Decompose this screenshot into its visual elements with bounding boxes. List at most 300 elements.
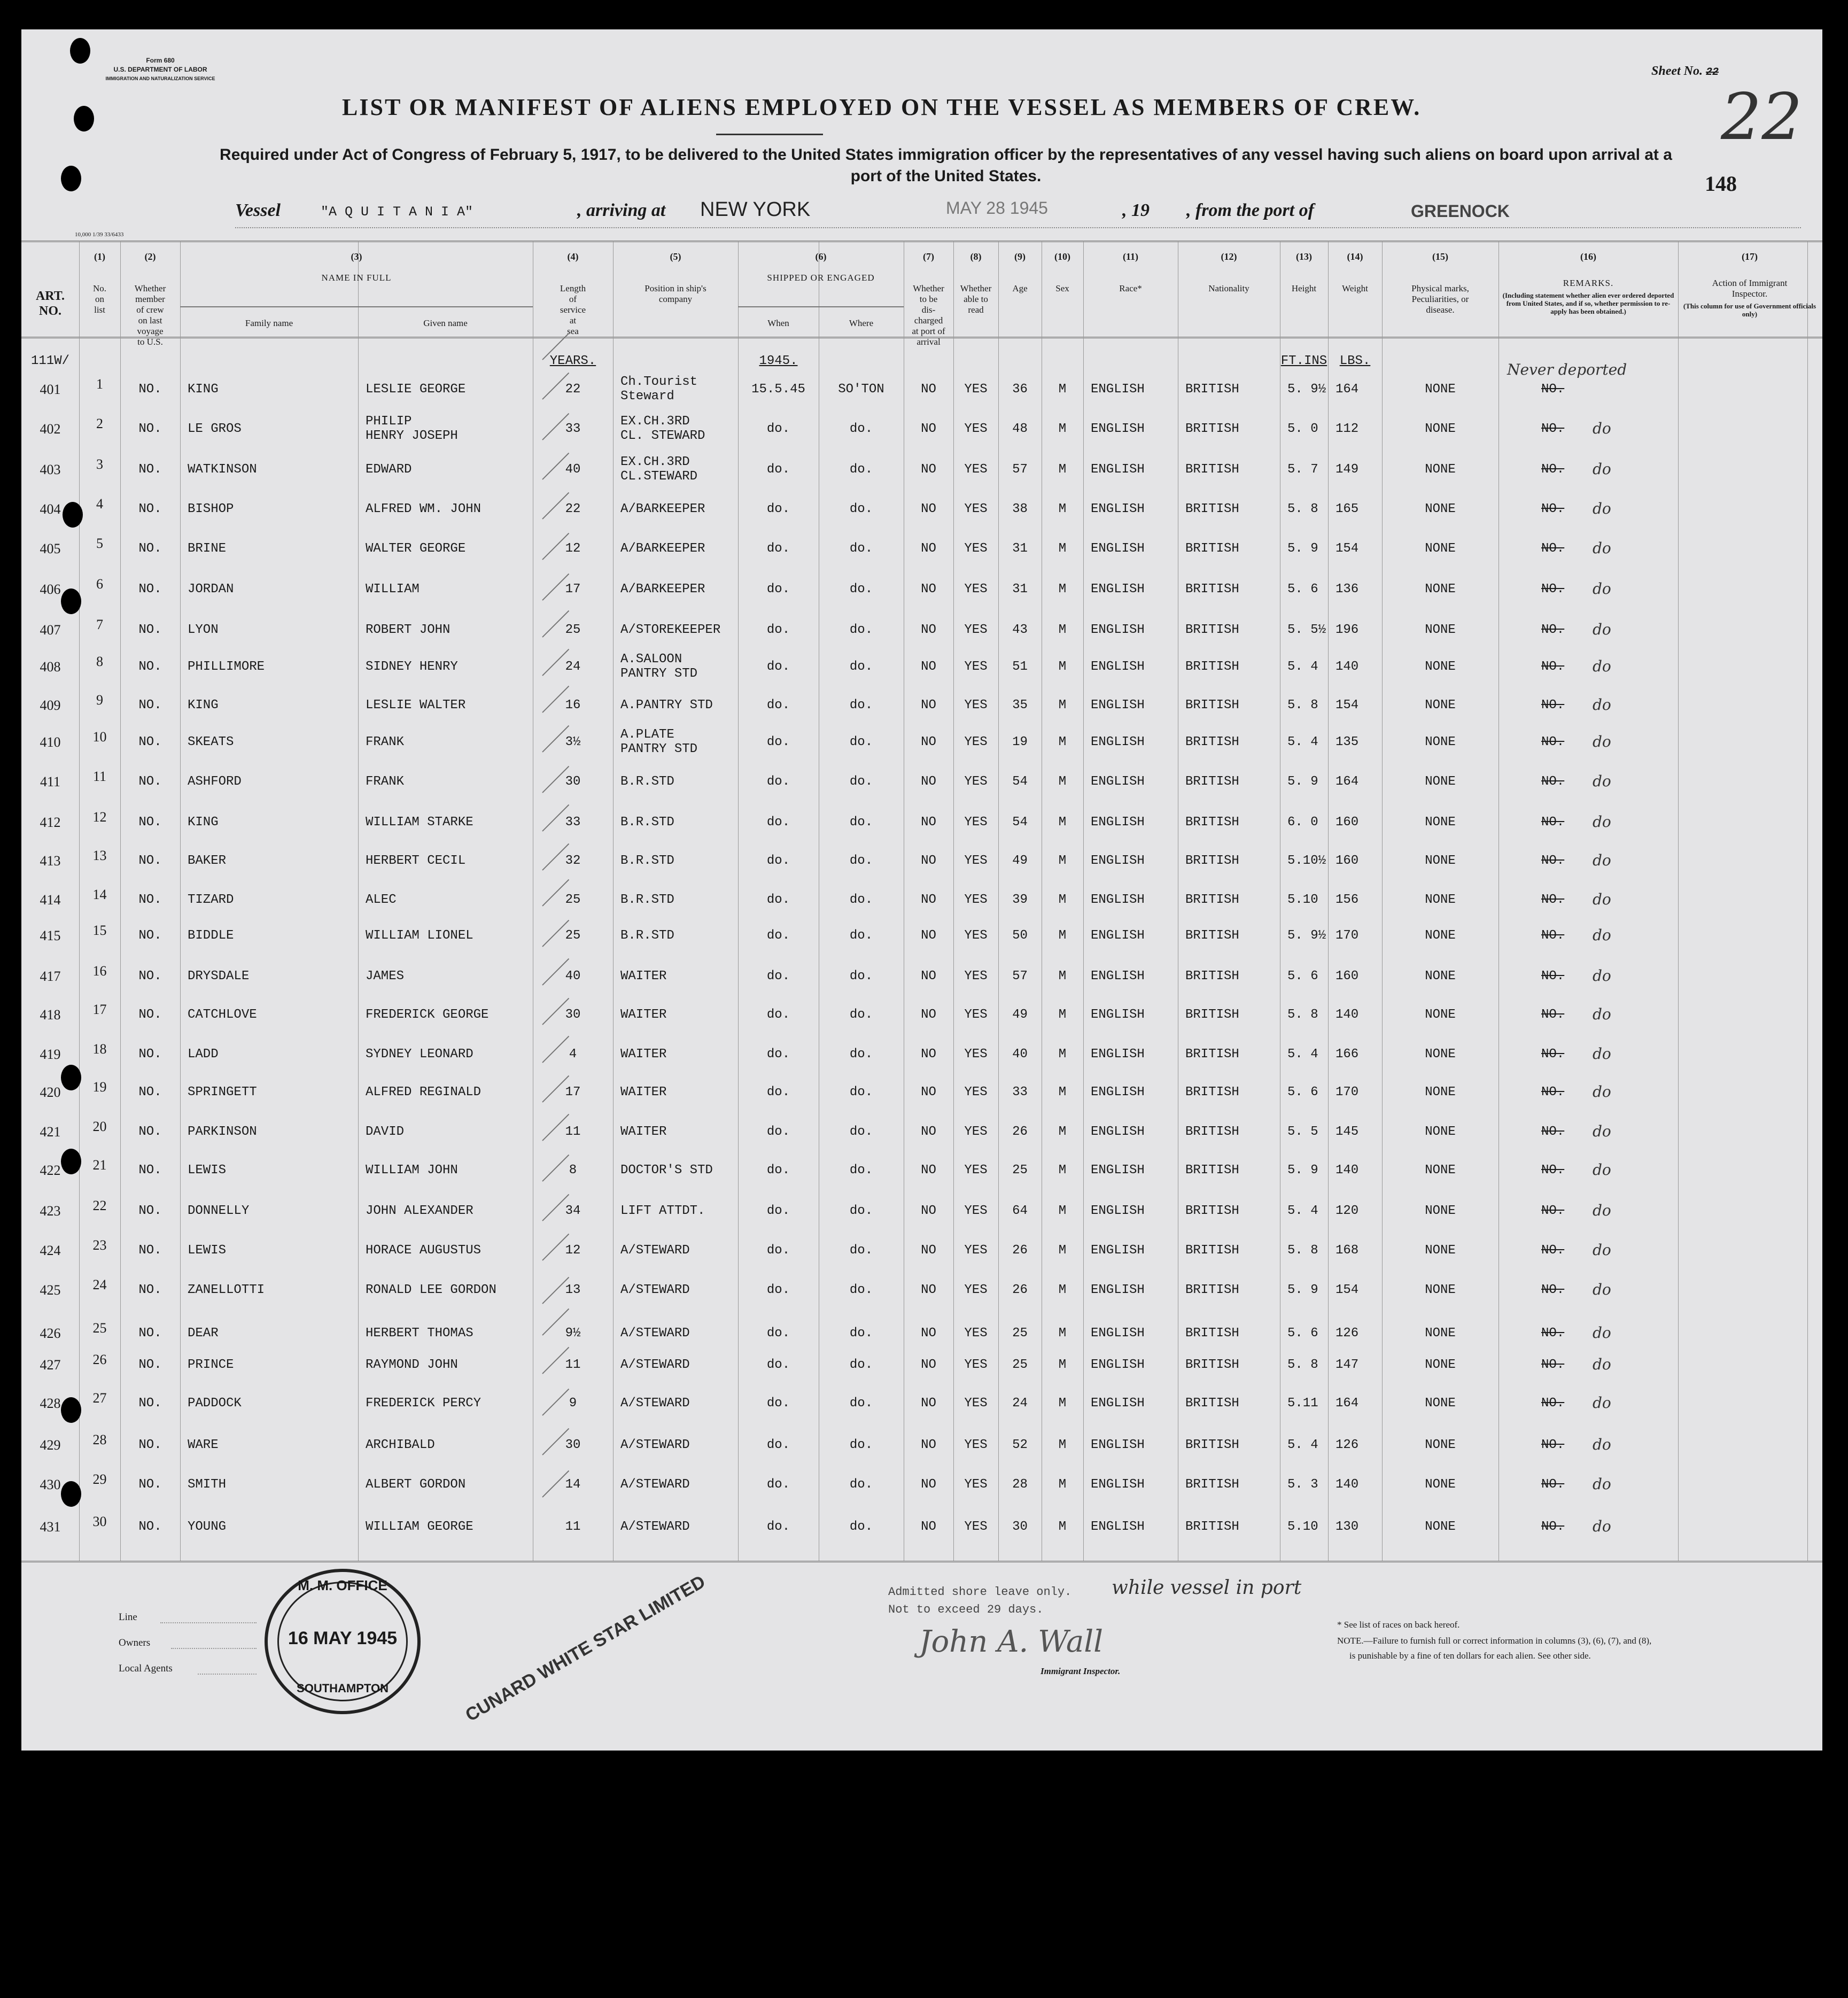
cell-height: 5. 9 [1287, 1163, 1318, 1178]
cell-position: A/STEWARD [620, 1438, 690, 1452]
cell-age: 49 [1012, 854, 1028, 868]
cell-weight: 170 [1335, 928, 1359, 943]
agents-field [198, 1674, 257, 1675]
cell-when: do. [766, 1085, 790, 1099]
cell-race: ENGLISH [1091, 1085, 1145, 1099]
cell-read: YES [964, 541, 988, 556]
races-note: * See list of races on back hereof. [1337, 1620, 1460, 1630]
cell-race: ENGLISH [1091, 893, 1145, 907]
cell-when: do. [766, 893, 790, 907]
cell-sex: M [1058, 1477, 1067, 1492]
cell-where: do. [849, 1163, 873, 1178]
subheader-rule [738, 306, 904, 307]
cell-where: do. [849, 462, 873, 477]
cell-no: 30 [92, 1514, 107, 1529]
cell-member: NO. [138, 893, 162, 907]
cell-member: NO. [138, 422, 162, 436]
cell-race: ENGLISH [1091, 1047, 1145, 1062]
duration-note: Not to exceed 29 days. [888, 1603, 1044, 1616]
column-divider [1498, 241, 1499, 1561]
cell-race: ENGLISH [1091, 815, 1145, 830]
cell-family: BAKER [188, 854, 227, 868]
cell-position: EX.CH.3RD CL. STEWARD [620, 414, 705, 443]
cell-height: 6. 0 [1287, 815, 1318, 830]
punch-hole-icon [61, 588, 81, 614]
cell-position: WAITER [620, 1008, 667, 1022]
remarks-handwritten: do [1593, 621, 1611, 638]
cell-member: NO. [138, 623, 162, 637]
remarks-handwritten: do [1593, 1161, 1611, 1179]
cell-age: 64 [1012, 1204, 1028, 1218]
cell-position: WAITER [620, 969, 667, 983]
cell-no: 14 [92, 887, 107, 902]
from-port-label: , from the port of [1186, 200, 1314, 220]
cell-years: 17 [565, 1085, 581, 1099]
subheader-rule [180, 306, 533, 307]
cell-marks: NONE [1425, 815, 1456, 830]
cell-where: do. [849, 698, 873, 713]
cell-read: YES [964, 623, 988, 637]
cell-family: PADDOCK [188, 1396, 242, 1411]
year-label: , 19 [1122, 200, 1150, 220]
cell-family: SMITH [188, 1477, 227, 1492]
manifest-sheet [21, 29, 1822, 1751]
cell-given: FREDERICK PERCY [366, 1396, 482, 1411]
cell-race: ENGLISH [1091, 623, 1145, 637]
cell-art: 431 [40, 1519, 61, 1535]
cell-nationality: BRITISH [1185, 969, 1239, 983]
cell-nationality: BRITISH [1185, 1326, 1239, 1341]
cell-nationality: BRITISH [1185, 1477, 1239, 1492]
cell-nationality: BRITISH [1185, 1520, 1239, 1534]
cell-sex: M [1058, 1047, 1067, 1062]
cell-years: 30 [565, 775, 581, 789]
cell-remarks: NO. [1541, 502, 1565, 516]
cell-where: do. [849, 1396, 873, 1411]
punch-hole-icon [63, 502, 83, 528]
cell-weight: 136 [1335, 582, 1359, 597]
cell-discharged: NO [921, 1204, 936, 1218]
admitted-handwritten: while vessel in port [1112, 1577, 1302, 1599]
cell-member: NO. [138, 1085, 162, 1099]
cell-given: WILLIAM GEORGE [366, 1520, 473, 1534]
cell-member: NO. [138, 854, 162, 868]
cell-no: 4 [96, 496, 103, 512]
cell-height: 5. 9 [1287, 775, 1318, 789]
cell-when: do. [766, 1125, 790, 1139]
column-divider [1328, 241, 1329, 1561]
cell-years: 9 [569, 1396, 577, 1411]
cell-weight: 135 [1335, 735, 1359, 749]
cell-height: 5. 8 [1287, 502, 1318, 516]
cell-read: YES [964, 969, 988, 983]
cell-marks: NONE [1425, 698, 1456, 713]
cell-family: LYON [188, 623, 219, 637]
cell-where: SO'TON [838, 382, 884, 397]
vessel-label: Vessel [235, 200, 281, 220]
cell-no: 17 [92, 1002, 107, 1017]
cell-read: YES [964, 422, 988, 436]
cell-years: 16 [565, 698, 581, 713]
cell-remarks: NO. [1541, 1163, 1565, 1178]
owners-label: Owners [119, 1637, 151, 1648]
column-divider [613, 241, 614, 1561]
cell-height: 5. 5½ [1287, 623, 1326, 637]
cell-weight: 156 [1335, 893, 1359, 907]
remarks-handwritten: do [1593, 1356, 1611, 1373]
column-number: (5) [670, 251, 681, 262]
cell-marks: NONE [1425, 1358, 1456, 1372]
cell-years: 12 [565, 541, 581, 556]
cell-read: YES [964, 775, 988, 789]
cell-member: NO. [138, 582, 162, 597]
cell-remarks: NO. [1541, 775, 1565, 789]
remarks-handwritten: do [1593, 580, 1611, 598]
cell-member: NO. [138, 541, 162, 556]
cell-nationality: BRITISH [1185, 1396, 1239, 1411]
cell-member: NO. [138, 775, 162, 789]
cell-sex: M [1058, 502, 1067, 516]
cell-no: 22 [92, 1198, 107, 1213]
cell-family: KING [188, 815, 219, 830]
cell-position: A/STEWARD [620, 1520, 690, 1534]
remarks-handwritten: do [1593, 539, 1611, 557]
cell-when: do. [766, 1438, 790, 1452]
cell-nationality: BRITISH [1185, 893, 1239, 907]
cell-given: FRANK [366, 775, 405, 789]
cell-art: 407 [40, 622, 61, 638]
cell-when: do. [766, 1008, 790, 1022]
cell-weight: 154 [1335, 698, 1359, 713]
cell-height: 5. 8 [1287, 1358, 1318, 1372]
cell-member: NO. [138, 735, 162, 749]
cell-years: 22 [565, 502, 581, 516]
cell-art: 421 [40, 1124, 61, 1140]
cell-race: ENGLISH [1091, 775, 1145, 789]
cell-nationality: BRITISH [1185, 815, 1239, 830]
cell-when: do. [766, 854, 790, 868]
cell-weight: 120 [1335, 1204, 1359, 1218]
agents-label: Local Agents [119, 1663, 173, 1674]
cell-no: 26 [92, 1352, 107, 1367]
cell-when: do. [766, 1396, 790, 1411]
column-header: Whether member of crew on last voyage to U.S. [134, 283, 166, 347]
cell-given: SYDNEY LEONARD [366, 1047, 473, 1062]
cell-race: ENGLISH [1091, 854, 1145, 868]
column-header: Physical marks, Peculiarities, or disease. [1411, 283, 1469, 315]
cell-weight: 170 [1335, 1085, 1359, 1099]
cell-remarks: NO. [1541, 1085, 1565, 1099]
cell-marks: NONE [1425, 462, 1456, 477]
cell-family: BRINE [188, 541, 227, 556]
cell-age: 54 [1012, 815, 1028, 830]
cell-race: ENGLISH [1091, 1358, 1145, 1372]
cell-member: NO. [138, 1204, 162, 1218]
cell-where: do. [849, 815, 873, 830]
cell-position: EX.CH.3RD CL.STEWARD [620, 455, 698, 484]
cell-read: YES [964, 1520, 988, 1534]
cell-member: NO. [138, 698, 162, 713]
cell-member: NO. [138, 502, 162, 516]
cell-family: LEWIS [188, 1163, 227, 1178]
cell-sex: M [1058, 1163, 1067, 1178]
cell-art: 401 [40, 382, 61, 397]
cell-nationality: BRITISH [1185, 1283, 1239, 1297]
cell-years: 17 [565, 582, 581, 597]
column-header: ART. NO. [35, 289, 65, 318]
cell-no: 10 [92, 729, 107, 745]
service: IMMIGRATION AND NATURALIZATION SERVICE [105, 76, 215, 81]
cell-position: A/STEWARD [620, 1283, 690, 1297]
remarks-handwritten: do [1593, 1394, 1611, 1412]
column-header: Weight [1342, 283, 1368, 293]
punch-hole-icon [61, 1481, 81, 1507]
stamp-place: SOUTHAMPTON [297, 1682, 389, 1695]
cell-discharged: NO [921, 1396, 936, 1411]
cell-where: do. [849, 422, 873, 436]
cell-marks: NONE [1425, 1047, 1456, 1062]
cell-nationality: BRITISH [1185, 1163, 1239, 1178]
punch-hole-icon [61, 1397, 81, 1423]
remarks-handwritten: do [1593, 1281, 1611, 1298]
cell-marks: NONE [1425, 1396, 1456, 1411]
cell-family: SPRINGETT [188, 1085, 257, 1099]
cell-remarks: NO. [1541, 893, 1565, 907]
cell-family: DRYSDALE [188, 969, 250, 983]
cell-discharged: NO [921, 582, 936, 597]
cell-race: ENGLISH [1091, 462, 1145, 477]
punch-hole-icon [61, 1065, 81, 1090]
cell-given: PHILIP HENRY JOSEPH [366, 414, 458, 443]
cell-where: do. [849, 1520, 873, 1534]
cell-given: ALEC [366, 893, 397, 907]
cell-read: YES [964, 1358, 988, 1372]
cell-art: 411 [40, 774, 61, 789]
cell-given: EDWARD [366, 462, 412, 477]
cell-sex: M [1058, 582, 1067, 597]
cell-no: 15 [92, 923, 107, 938]
cell-member: NO. [138, 1326, 162, 1341]
cell-position: B.R.STD [620, 893, 674, 907]
cell-remarks: NO. [1541, 1396, 1565, 1411]
cell-art: 430 [40, 1477, 61, 1492]
cell-no: 12 [92, 809, 107, 825]
cell-years: 12 [565, 1243, 581, 1258]
cell-weight: 160 [1335, 854, 1359, 868]
cell-art: 413 [40, 853, 61, 869]
cell-nationality: BRITISH [1185, 422, 1239, 436]
cell-read: YES [964, 1163, 988, 1178]
cell-where: do. [849, 1283, 873, 1297]
cell-sex: M [1058, 698, 1067, 713]
cell-read: YES [964, 462, 988, 477]
cell-age: 31 [1012, 541, 1028, 556]
column-header: Height [1291, 283, 1317, 293]
cell-marks: NONE [1425, 1477, 1456, 1492]
cell-nationality: BRITISH [1185, 1008, 1239, 1022]
table-bottom-rule [21, 1561, 1822, 1562]
cell-member: NO. [138, 462, 162, 477]
cell-discharged: NO [921, 698, 936, 713]
cell-discharged: NO [921, 775, 936, 789]
cell-marks: NONE [1425, 854, 1456, 868]
cell-art: 417 [40, 969, 61, 984]
cell-nationality: BRITISH [1185, 735, 1239, 749]
cell-height: 5. 8 [1287, 698, 1318, 713]
column-header: Whether able to read [960, 283, 992, 315]
cell-remarks: NO. [1541, 1047, 1565, 1062]
remarks-handwritten: do [1593, 1324, 1611, 1342]
cell-marks: NONE [1425, 1283, 1456, 1297]
cell-family: TIZARD [188, 893, 234, 907]
cell-marks: NONE [1425, 1125, 1456, 1139]
cell-where: do. [849, 1243, 873, 1258]
cell-sex: M [1058, 1125, 1067, 1139]
remarks-handwritten: do [1593, 1241, 1611, 1259]
punch-hole-icon [61, 166, 81, 191]
remarks-handwritten: do [1593, 460, 1611, 478]
cell-height: 5. 4 [1287, 1204, 1318, 1218]
cell-when: do. [766, 502, 790, 516]
cell-when: do. [766, 1283, 790, 1297]
admitted-note: Admitted shore leave only. [888, 1585, 1072, 1599]
line-field [160, 1622, 257, 1623]
arrival-port: NEW YORK [700, 198, 811, 221]
remarks-handwritten: do [1593, 1202, 1611, 1219]
cell-marks: NONE [1425, 382, 1456, 397]
cell-where: do. [849, 1047, 873, 1062]
cell-remarks: NO. [1541, 928, 1565, 943]
cell-sex: M [1058, 541, 1067, 556]
cell-art: 426 [40, 1326, 61, 1341]
remarks-handwritten: do [1593, 420, 1611, 437]
inspector-signature: John A. Wall [919, 1624, 1104, 1659]
cell-family: BISHOP [188, 502, 234, 516]
cell-weight: 145 [1335, 1125, 1359, 1139]
cell-weight: 130 [1335, 1520, 1359, 1534]
remarks-handwritten: do [1593, 851, 1611, 869]
cell-weight: 154 [1335, 1283, 1359, 1297]
cell-position: LIFT ATTDT. [620, 1204, 705, 1218]
header-top-rule [21, 241, 1822, 242]
cell-member: NO. [138, 815, 162, 830]
cell-weight: 160 [1335, 815, 1359, 830]
cell-race: ENGLISH [1091, 1204, 1145, 1218]
cell-years: 11 [565, 1125, 581, 1139]
cell-family: WATKINSON [188, 462, 257, 477]
cell-art: 402 [40, 421, 61, 437]
cell-remarks: NO. [1541, 735, 1565, 749]
cell-given: SIDNEY HENRY [366, 660, 458, 674]
subtitle: Required under Act of Congress of February 5, 1917, to be delivered to the United States immigration officer by the representatives of any vessel having such aliens on board upon arrival at a port of the United States. [220, 146, 1672, 185]
cell-race: ENGLISH [1091, 1283, 1145, 1297]
remarks-handwritten: do [1593, 733, 1611, 750]
cell-nationality: BRITISH [1185, 660, 1239, 674]
cell-years: 24 [565, 660, 581, 674]
cell-remarks: NO. [1541, 422, 1565, 436]
cell-marks: NONE [1425, 1326, 1456, 1341]
cell-where: do. [849, 623, 873, 637]
cell-height: 5. 9½ [1287, 382, 1326, 397]
cell-remarks: NO. [1541, 660, 1565, 674]
owners-field [171, 1648, 257, 1649]
cell-discharged: NO [921, 541, 936, 556]
cell-nationality: BRITISH [1185, 541, 1239, 556]
cell-family: DONNELLY [188, 1204, 250, 1218]
cell-height: 5. 9 [1287, 541, 1318, 556]
cell-sex: M [1058, 1358, 1067, 1372]
cell-discharged: NO [921, 1125, 936, 1139]
column-number: (7) [923, 251, 934, 262]
cell-no: 5 [96, 536, 103, 551]
cell-where: do. [849, 735, 873, 749]
cell-no: 9 [96, 692, 103, 708]
cell-given: WILLIAM STARKE [366, 815, 473, 830]
cell-where: do. [849, 928, 873, 943]
cell-race: ENGLISH [1091, 1520, 1145, 1534]
cell-when: do. [766, 1358, 790, 1372]
company-stamp: CUNARD WHITE STAR LIMITED [462, 1571, 709, 1726]
cell-weight: 168 [1335, 1243, 1359, 1258]
cell-race: ENGLISH [1091, 1438, 1145, 1452]
cell-weight: 166 [1335, 1047, 1359, 1062]
cell-discharged: NO [921, 462, 936, 477]
cell-nationality: BRITISH [1185, 928, 1239, 943]
cell-discharged: NO [921, 1283, 936, 1297]
cell-art: 404 [40, 501, 61, 517]
cell-race: ENGLISH [1091, 928, 1145, 943]
cell-given: ALFRED WM. JOHN [366, 502, 482, 516]
column-header: Age [1012, 283, 1028, 293]
cell-member: NO. [138, 1477, 162, 1492]
cell-discharged: NO [921, 1163, 936, 1178]
column-subheader: Family name [245, 318, 293, 328]
cell-family: CATCHLOVE [188, 1008, 257, 1022]
cell-no: 3 [96, 456, 103, 472]
cell-where: do. [849, 541, 873, 556]
cell-read: YES [964, 1283, 988, 1297]
cell-where: do. [849, 969, 873, 983]
cell-when: do. [766, 422, 790, 436]
cell-no: 1 [96, 376, 103, 392]
cell-read: YES [964, 893, 988, 907]
cell-family: KING [188, 382, 219, 397]
cell-given: ALFRED REGINALD [366, 1085, 482, 1099]
cell-marks: NONE [1425, 928, 1456, 943]
cell-read: YES [964, 382, 988, 397]
cell-years: 34 [565, 1204, 581, 1218]
column-header: Nationality [1208, 283, 1249, 293]
cell-position: A/BARKEEPER [620, 541, 705, 556]
cell-read: YES [964, 1243, 988, 1258]
cell-remarks: NO. [1541, 1008, 1565, 1022]
cell-no: 7 [96, 617, 103, 632]
cell-height: 5. 4 [1287, 1047, 1318, 1062]
cell-years: 13 [565, 1283, 581, 1297]
cell-weight: 112 [1335, 422, 1359, 436]
cell-height: 5. 4 [1287, 735, 1318, 749]
column-header: SHIPPED OR ENGAGED [767, 273, 875, 283]
cell-position: Ch.Tourist Steward [620, 375, 698, 404]
punch-hole-icon [74, 106, 94, 131]
cell-height: 5.11 [1287, 1396, 1318, 1411]
cell-nationality: BRITISH [1185, 698, 1239, 713]
cell-race: ENGLISH [1091, 1008, 1145, 1022]
cell-discharged: NO [921, 1085, 936, 1099]
cell-sex: M [1058, 1396, 1067, 1411]
cell-nationality: BRITISH [1185, 1243, 1239, 1258]
cell-given: HORACE AUGUSTUS [366, 1243, 482, 1258]
